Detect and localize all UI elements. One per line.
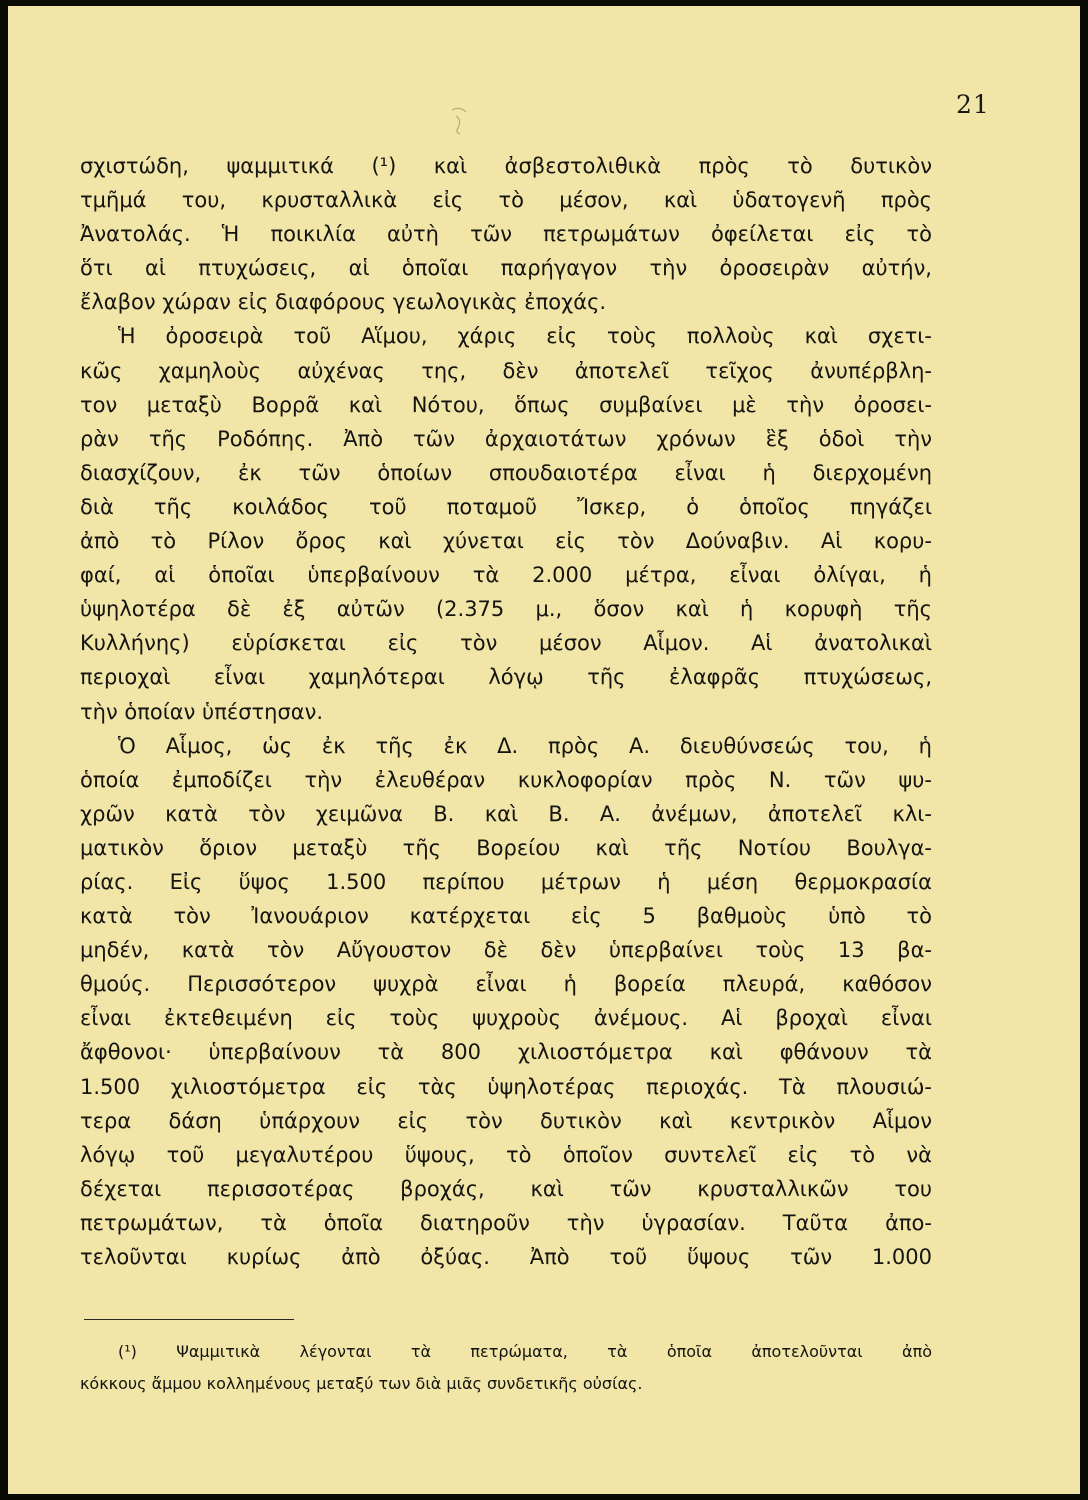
text-line: Ἡ ὀροσειρὰ τοῦ Αἵμου, χάρις εἰς τοὺς πολλοὺς καὶ σχετι-: [118, 324, 932, 349]
text-line: Ἀνατολάς. Ἡ ποικιλία αὐτὴ τῶν πετρωμάτων ὀφείλεται εἰς τὸ: [80, 222, 932, 247]
text-line: δέχεται περισσοτέρας βροχάς, καὶ τῶν κρυσταλλικῶν του: [80, 1176, 932, 1201]
text-line: τον μεταξὺ Βορρᾶ καὶ Νότου, ὅπως συμβαίνει μὲ τὴν ὀροσει-: [80, 392, 932, 417]
text-line: ὁποία ἐμποδίζει τὴν ἐλευθέραν κυκλοφορίαν πρὸς Ν. τῶν ψυ-: [80, 767, 932, 792]
ink-smudge-icon: [446, 104, 474, 138]
text-line: ἄφθονοι· ὑπερβαίνουν τὰ 800 χιλιοστόμετρα καὶ φθάνουν τὰ: [80, 1040, 932, 1065]
page-number: 21: [956, 90, 990, 119]
text-line: μηδέν, κατὰ τὸν Αὔγουστον δὲ δὲν ὑπερβαίνει τοὺς 13 βα-: [80, 938, 932, 963]
text-line: ὑψηλοτέρα δὲ ἐξ αὐτῶν (2.375 μ., ὅσον καὶ ἡ κορυφὴ τῆς: [80, 597, 932, 622]
footnotes: [80, 1336, 932, 1400]
text-line: Κυλλήνης) εὑρίσκεται εἰς τὸν μέσον Αἷμον. Αἱ ἀνατολικαὶ: [80, 631, 932, 656]
text-line: περιοχαὶ εἶναι χαμηλότεραι λόγῳ τῆς ἐλαφρᾶς πτυχώσεως,: [80, 665, 932, 690]
text-line: κῶς χαμηλοὺς αὐχένας της, δὲν ἀποτελεῖ τεῖχος ἀνυπέρβλη-: [80, 358, 932, 383]
text-line: τὴν ὁποίαν ὑπέστησαν.: [80, 699, 324, 724]
text-line: Ὁ Αἷμος, ὡς ἐκ τῆς ἐκ Δ. πρὸς Α. διευθύνσεώς του, ἡ: [118, 733, 932, 758]
text-line: κατὰ τὸν Ἰανουάριον κατέρχεται εἰς 5 βαθμοὺς ὑπὸ τὸ: [80, 904, 932, 929]
text-line: σχιστώδη, ψαμμιτικά (¹) καὶ ἀσβεστολιθικὰ πρὸς τὸ δυτικὸν: [80, 154, 932, 178]
text-line: εἶναι ἐκτεθειμένη εἰς τοὺς ψυχροὺς ἀνέμους. Αἱ βροχαὶ εἶναι: [80, 1006, 932, 1031]
text-line: τελοῦνται κυρίως ἀπὸ ὀξύας. Ἀπὸ τοῦ ὕψους τῶν 1.000: [80, 1245, 932, 1269]
text-line: θμούς. Περισσότερον ψυχρὰ εἶναι ἡ βορεία πλευρά, καθόσον: [80, 972, 932, 997]
text-line: τμῆμά του, κρυσταλλικὰ εἰς τὸ μέσον, καὶ ὑδατογενῆ πρὸς: [80, 188, 932, 213]
text-line: ρὰν τῆς Ροδόπης. Ἀπὸ τῶν ἀρχαιοτάτων χρόνων ἓξ ὁδοὶ τὴν: [80, 426, 932, 451]
footnote-line: κόκκους ἄμμου κολλημένους μεταξύ των διὰ μιᾶς συνδετικῆς οὐσίας.: [80, 1374, 643, 1393]
footnote-line: (¹) Ψαμμιτικὰ λέγονται τὰ πετρώματα, τὰ ὁποῖα ἀποτελοῦνται ἀπὸ: [118, 1342, 932, 1361]
text-line: διὰ τῆς κοιλάδος τοῦ ποταμοῦ Ἴσκερ, ὁ ὁποῖος πηγάζει: [80, 494, 932, 519]
text-line: πετρωμάτων, τὰ ὁποῖα διατηροῦν τὴν ὑγρασίαν. Ταῦτα ἀπο-: [80, 1210, 932, 1235]
text-line: διασχίζουν, ἐκ τῶν ὁποίων σπουδαιοτέρα εἶναι ἡ διερχομένη: [80, 460, 932, 485]
body-text: [80, 149, 932, 1274]
book-page: [8, 6, 1080, 1494]
text-line: ρίας. Εἰς ὕψος 1.500 περίπου μέτρων ἡ μέση θερμοκρασία: [80, 869, 932, 894]
text-line: ματικὸν ὅριον μεταξὺ τῆς Βορείου καὶ τῆς Νοτίου Βουλγα-: [80, 835, 932, 860]
text-line: ἀπὸ τὸ Ρίλον ὄρος καὶ χύνεται εἰς τὸν Δούναβιν. Αἱ κορυ-: [80, 529, 932, 554]
text-line: ἔλαβον χώραν εἰς διαφόρους γεωλογικὰς ἐποχάς.: [80, 290, 607, 315]
text-line: φαί, αἱ ὁποῖαι ὑπερβαίνουν τὰ 2.000 μέτρα, εἶναι ὀλίγαι, ἡ: [80, 563, 932, 588]
footnote-divider: [84, 1319, 294, 1320]
text-line: ὅτι αἱ πτυχώσεις, αἱ ὁποῖαι παρήγαγον τὴν ὀροσειρὰν αὐτήν,: [80, 256, 932, 281]
text-line: 1.500 χιλιοστόμετρα εἰς τὰς ὑψηλοτέρας περιοχάς. Τὰ πλουσιώ-: [80, 1074, 932, 1099]
text-line: λόγῳ τοῦ μεγαλυτέρου ὕψους, τὸ ὁποῖον συντελεῖ εἰς τὸ νὰ: [80, 1142, 932, 1167]
text-line: χρῶν κατὰ τὸν χειμῶνα Β. καὶ Β. Α. ἀνέμων, ἀποτελεῖ κλι-: [80, 801, 932, 826]
text-line: τερα δάση ὑπάρχουν εἰς τὸν δυτικὸν καὶ κεντρικὸν Αἷμον: [80, 1108, 932, 1133]
